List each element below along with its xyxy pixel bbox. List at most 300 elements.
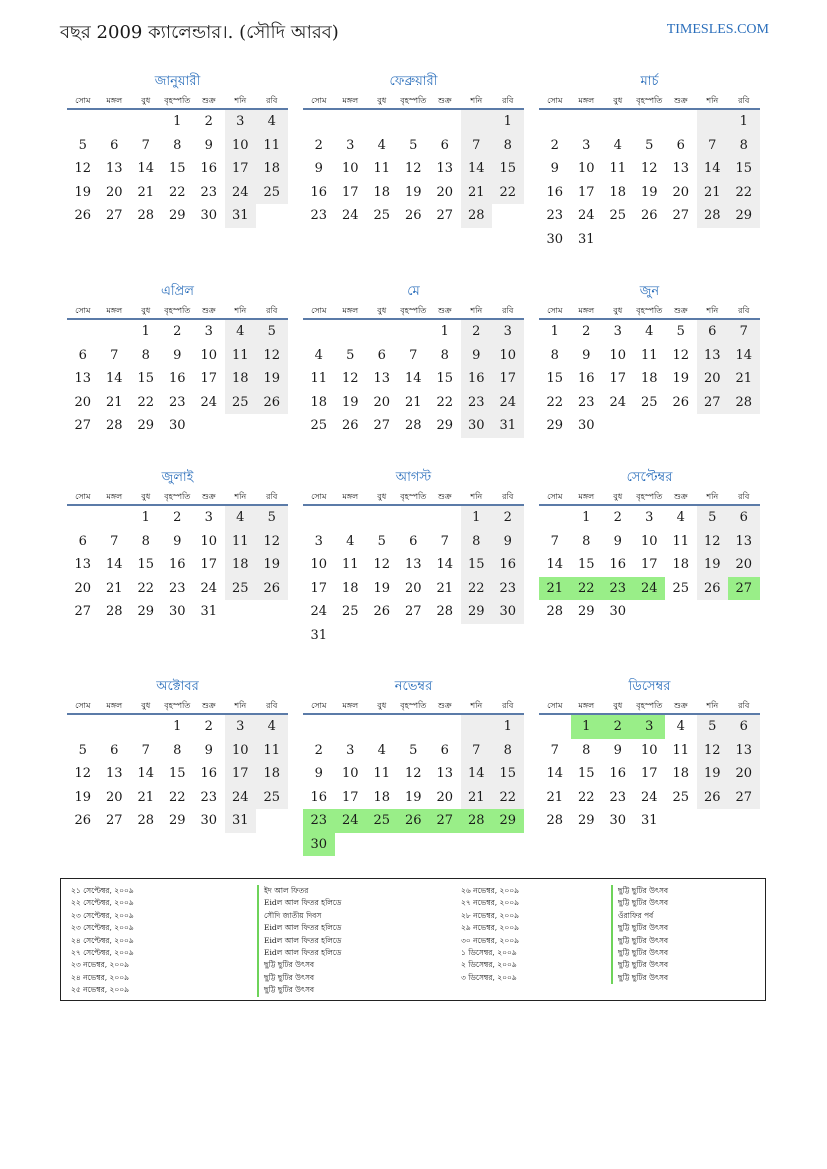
day-cell[interactable]: 28 [728, 391, 760, 415]
day-cell[interactable]: 20 [404, 580, 422, 596]
day-cell[interactable]: 11 [640, 347, 658, 363]
day-cell[interactable]: 29 [168, 813, 186, 828]
day-cell[interactable]: 28 [105, 418, 123, 433]
day-cell[interactable]: 8 [440, 347, 449, 363]
day-cell[interactable]: 23 [168, 394, 186, 410]
day-cell[interactable]: 26 [640, 208, 658, 223]
day-cell[interactable]: 10 [492, 344, 524, 368]
day-cell[interactable]: 10 [200, 533, 218, 549]
day-cell[interactable]: 17 [577, 184, 595, 200]
day-cell[interactable]: 26 [697, 577, 729, 601]
day-cell[interactable]: 23 [303, 809, 335, 833]
day-cell[interactable]: 29 [461, 600, 493, 624]
day-cell[interactable]: 21 [436, 580, 454, 596]
day-cell[interactable]: 30 [461, 414, 493, 438]
day-cell[interactable]: 19 [373, 580, 391, 596]
day-cell[interactable]: 8 [582, 533, 591, 549]
day-cell[interactable]: 15 [168, 766, 186, 781]
day-cell[interactable]: 12 [373, 557, 391, 572]
day-cell[interactable]: 7 [550, 533, 559, 549]
day-cell[interactable]: 30 [303, 833, 335, 857]
day-cell[interactable]: 1 [173, 114, 182, 129]
day-cell[interactable]: 9 [550, 161, 559, 176]
day-cell[interactable]: 21 [461, 786, 493, 810]
day-cell[interactable]: 17 [609, 371, 627, 386]
day-cell[interactable]: 28 [546, 813, 564, 828]
day-cell[interactable]: 1 [550, 324, 559, 339]
day-cell[interactable]: 13 [672, 161, 690, 176]
day-cell[interactable]: 24 [609, 394, 627, 410]
day-cell[interactable]: 20 [74, 394, 92, 410]
day-cell[interactable]: 17 [200, 371, 218, 386]
day-cell[interactable]: 5 [256, 506, 288, 530]
day-cell[interactable]: 18 [373, 789, 391, 805]
day-cell[interactable]: 8 [492, 134, 524, 158]
day-cell[interactable]: 3 [225, 715, 257, 739]
day-cell[interactable]: 7 [409, 347, 418, 363]
day-cell[interactable]: 31 [200, 604, 218, 619]
day-cell[interactable]: 12 [672, 347, 690, 363]
day-cell[interactable]: 4 [346, 533, 355, 549]
day-cell[interactable]: 8 [173, 742, 182, 758]
day-cell[interactable]: 26 [404, 208, 422, 223]
day-cell[interactable]: 30 [168, 604, 186, 619]
day-cell[interactable]: 14 [105, 557, 123, 572]
day-cell[interactable]: 3 [492, 320, 524, 344]
day-cell[interactable]: 8 [173, 137, 182, 153]
day-cell[interactable]: 10 [640, 533, 658, 549]
day-cell[interactable]: 13 [436, 766, 454, 781]
day-cell[interactable]: 6 [78, 347, 87, 363]
day-cell[interactable]: 27 [74, 418, 92, 433]
day-cell[interactable]: 11 [373, 766, 391, 781]
day-cell[interactable]: 15 [436, 371, 454, 386]
day-cell[interactable]: 27 [74, 604, 92, 619]
day-cell[interactable]: 16 [609, 557, 627, 572]
day-cell[interactable]: 5 [676, 324, 685, 339]
day-cell[interactable]: 6 [377, 347, 386, 363]
day-cell[interactable]: 13 [373, 371, 391, 386]
day-cell[interactable]: 22 [577, 789, 595, 805]
day-cell[interactable]: 18 [672, 557, 690, 572]
day-cell[interactable]: 13 [74, 371, 92, 386]
day-cell[interactable]: 18 [256, 762, 288, 786]
day-cell[interactable]: 15 [137, 557, 155, 572]
day-cell[interactable]: 29 [728, 204, 760, 228]
day-cell[interactable]: 16 [168, 371, 186, 386]
day-cell[interactable]: 28 [697, 204, 729, 228]
day-cell[interactable]: 3 [204, 324, 213, 339]
day-cell[interactable]: 28 [137, 208, 155, 223]
day-cell[interactable]: 29 [577, 604, 595, 619]
day-cell[interactable]: 18 [225, 367, 257, 391]
day-cell[interactable]: 15 [492, 157, 524, 181]
day-cell[interactable]: 10 [341, 766, 359, 781]
day-cell[interactable]: 16 [200, 766, 218, 781]
day-cell[interactable]: 11 [609, 161, 627, 176]
day-cell[interactable]: 3 [582, 137, 591, 153]
day-cell[interactable]: 25 [672, 580, 690, 596]
day-cell[interactable]: 24 [577, 208, 595, 223]
day-cell[interactable]: 31 [640, 813, 658, 828]
day-cell[interactable]: 17 [640, 766, 658, 781]
day-cell[interactable]: 21 [137, 184, 155, 200]
day-cell[interactable]: 1 [461, 506, 493, 530]
day-cell[interactable]: 9 [582, 347, 591, 363]
day-cell[interactable]: 12 [640, 161, 658, 176]
day-cell[interactable]: 2 [314, 137, 323, 153]
day-cell[interactable]: 6 [697, 320, 729, 344]
day-cell[interactable]: 5 [377, 533, 386, 549]
day-cell[interactable]: 14 [697, 157, 729, 181]
day-cell[interactable]: 29 [546, 418, 564, 433]
day-cell[interactable]: 17 [341, 789, 359, 805]
day-cell[interactable]: 30 [200, 208, 218, 223]
day-cell[interactable]: 1 [728, 110, 760, 134]
day-cell[interactable]: 1 [492, 110, 524, 134]
day-cell[interactable]: 16 [310, 789, 328, 805]
day-cell[interactable]: 23 [310, 208, 328, 223]
day-cell[interactable]: 1 [582, 510, 591, 525]
day-cell[interactable]: 19 [404, 184, 422, 200]
day-cell[interactable]: 6 [409, 533, 418, 549]
day-cell[interactable]: 12 [404, 766, 422, 781]
day-cell[interactable]: 30 [609, 604, 627, 619]
day-cell[interactable]: 5 [346, 347, 355, 363]
day-cell[interactable]: 27 [728, 786, 760, 810]
day-cell[interactable]: 20 [373, 394, 391, 410]
day-cell[interactable]: 23 [200, 789, 218, 805]
day-cell[interactable]: 14 [546, 766, 564, 781]
day-cell[interactable]: 14 [404, 371, 422, 386]
day-cell[interactable]: 7 [440, 533, 449, 549]
day-cell[interactable]: 29 [577, 813, 595, 828]
day-cell[interactable]: 25 [256, 181, 288, 205]
day-cell[interactable]: 14 [436, 557, 454, 572]
day-cell[interactable]: 13 [105, 766, 123, 781]
day-cell[interactable]: 27 [728, 577, 760, 601]
day-cell[interactable]: 4 [645, 324, 654, 339]
day-cell[interactable]: 20 [697, 367, 729, 391]
day-cell[interactable]: 22 [168, 184, 186, 200]
day-cell[interactable]: 31 [492, 414, 524, 438]
day-cell[interactable]: 24 [310, 604, 328, 619]
day-cell[interactable]: 22 [571, 577, 603, 601]
day-cell[interactable]: 2 [492, 506, 524, 530]
day-cell[interactable]: 30 [492, 600, 524, 624]
day-cell[interactable]: 1 [492, 715, 524, 739]
day-cell[interactable]: 15 [461, 553, 493, 577]
day-cell[interactable]: 17 [225, 157, 257, 181]
day-cell[interactable]: 7 [110, 347, 119, 363]
day-cell[interactable]: 8 [582, 742, 591, 758]
day-cell[interactable]: 17 [341, 184, 359, 200]
day-cell[interactable]: 20 [436, 789, 454, 805]
day-cell[interactable]: 30 [609, 813, 627, 828]
day-cell[interactable]: 4 [676, 510, 685, 525]
day-cell[interactable]: 19 [74, 184, 92, 200]
day-cell[interactable]: 31 [225, 809, 257, 833]
day-cell[interactable]: 25 [640, 394, 658, 410]
day-cell[interactable]: 23 [492, 577, 524, 601]
day-cell[interactable]: 25 [366, 809, 398, 833]
day-cell[interactable]: 29 [137, 604, 155, 619]
day-cell[interactable]: 26 [256, 391, 288, 415]
day-cell[interactable]: 13 [728, 530, 760, 554]
day-cell[interactable]: 16 [200, 161, 218, 176]
day-cell[interactable]: 9 [613, 533, 622, 549]
day-cell[interactable]: 1 [141, 510, 150, 525]
day-cell[interactable]: 26 [697, 786, 729, 810]
day-cell[interactable]: 14 [105, 371, 123, 386]
day-cell[interactable]: 8 [728, 134, 760, 158]
day-cell[interactable]: 25 [672, 789, 690, 805]
day-cell[interactable]: 18 [225, 553, 257, 577]
day-cell[interactable]: 24 [200, 394, 218, 410]
day-cell[interactable]: 20 [672, 184, 690, 200]
day-cell[interactable]: 28 [461, 809, 493, 833]
day-cell[interactable]: 13 [74, 557, 92, 572]
day-cell[interactable]: 12 [74, 766, 92, 781]
day-cell[interactable]: 15 [577, 557, 595, 572]
day-cell[interactable]: 20 [436, 184, 454, 200]
day-cell[interactable]: 4 [256, 110, 288, 134]
day-cell[interactable]: 7 [550, 742, 559, 758]
day-cell[interactable]: 15 [577, 766, 595, 781]
day-cell[interactable]: 12 [341, 371, 359, 386]
day-cell[interactable]: 31 [577, 231, 595, 247]
day-cell[interactable]: 30 [577, 418, 595, 433]
day-cell[interactable]: 11 [256, 739, 288, 763]
day-cell[interactable]: 5 [697, 506, 729, 530]
day-cell[interactable]: 14 [137, 161, 155, 176]
day-cell[interactable]: 27 [105, 813, 123, 828]
day-cell[interactable]: 11 [672, 742, 690, 758]
day-cell[interactable]: 9 [173, 533, 182, 549]
day-cell[interactable]: 14 [461, 157, 493, 181]
day-cell[interactable]: 27 [373, 418, 391, 433]
day-cell[interactable]: 3 [314, 533, 323, 549]
day-cell[interactable]: 1 [440, 324, 449, 339]
day-cell[interactable]: 13 [404, 557, 422, 572]
day-cell[interactable]: 27 [429, 809, 461, 833]
day-cell[interactable]: 8 [141, 347, 150, 363]
day-cell[interactable]: 16 [492, 553, 524, 577]
day-cell[interactable]: 24 [341, 208, 359, 223]
day-cell[interactable]: 7 [697, 134, 729, 158]
day-cell[interactable]: 2 [550, 137, 559, 153]
day-cell[interactable]: 18 [373, 184, 391, 200]
day-cell[interactable]: 3 [634, 715, 666, 739]
day-cell[interactable]: 3 [645, 510, 654, 525]
day-cell[interactable]: 17 [640, 557, 658, 572]
day-cell[interactable]: 20 [74, 580, 92, 596]
day-cell[interactable]: 20 [728, 553, 760, 577]
day-cell[interactable]: 7 [461, 739, 493, 763]
day-cell[interactable]: 17 [200, 557, 218, 572]
day-cell[interactable]: 9 [461, 344, 493, 368]
day-cell[interactable]: 11 [256, 134, 288, 158]
day-cell[interactable]: 28 [137, 813, 155, 828]
day-cell[interactable]: 7 [110, 533, 119, 549]
day-cell[interactable]: 16 [461, 367, 493, 391]
day-cell[interactable]: 25 [373, 208, 391, 223]
day-cell[interactable]: 19 [404, 789, 422, 805]
day-cell[interactable]: 5 [409, 742, 418, 758]
day-cell[interactable]: 3 [346, 742, 355, 758]
day-cell[interactable]: 6 [676, 137, 685, 153]
day-cell[interactable]: 14 [461, 762, 493, 786]
day-cell[interactable]: 24 [492, 391, 524, 415]
day-cell[interactable]: 2 [314, 742, 323, 758]
day-cell[interactable]: 26 [672, 394, 690, 410]
day-cell[interactable]: 11 [225, 530, 257, 554]
day-cell[interactable]: 9 [314, 766, 323, 781]
day-cell[interactable]: 24 [335, 809, 367, 833]
day-cell[interactable]: 19 [341, 394, 359, 410]
day-cell[interactable]: 16 [168, 557, 186, 572]
day-cell[interactable]: 22 [137, 580, 155, 596]
day-cell[interactable]: 13 [436, 161, 454, 176]
day-cell[interactable]: 11 [310, 371, 328, 386]
day-cell[interactable]: 8 [492, 739, 524, 763]
day-cell[interactable]: 26 [341, 418, 359, 433]
day-cell[interactable]: 3 [204, 510, 213, 525]
day-cell[interactable]: 28 [461, 204, 493, 228]
day-cell[interactable]: 2 [461, 320, 493, 344]
day-cell[interactable]: 4 [225, 320, 257, 344]
day-cell[interactable]: 31 [310, 627, 328, 643]
day-cell[interactable]: 29 [137, 418, 155, 433]
day-cell[interactable]: 19 [74, 789, 92, 805]
day-cell[interactable]: 18 [256, 157, 288, 181]
day-cell[interactable]: 25 [310, 418, 328, 433]
day-cell[interactable]: 28 [436, 604, 454, 619]
day-cell[interactable]: 17 [310, 580, 328, 596]
day-cell[interactable]: 12 [256, 344, 288, 368]
day-cell[interactable]: 9 [204, 137, 213, 153]
day-cell[interactable]: 24 [200, 580, 218, 596]
day-cell[interactable]: 4 [256, 715, 288, 739]
day-cell[interactable]: 26 [256, 577, 288, 601]
day-cell[interactable]: 1 [141, 324, 150, 339]
day-cell[interactable]: 16 [310, 184, 328, 200]
day-cell[interactable]: 23 [577, 394, 595, 410]
day-cell[interactable]: 22 [168, 789, 186, 805]
day-cell[interactable]: 5 [409, 137, 418, 153]
day-cell[interactable]: 23 [609, 789, 627, 805]
day-cell[interactable]: 13 [105, 161, 123, 176]
day-cell[interactable]: 12 [256, 530, 288, 554]
day-cell[interactable]: 21 [697, 181, 729, 205]
day-cell[interactable]: 28 [546, 604, 564, 619]
day-cell[interactable]: 10 [577, 161, 595, 176]
day-cell[interactable]: 16 [609, 766, 627, 781]
day-cell[interactable]: 22 [492, 786, 524, 810]
day-cell[interactable]: 5 [256, 320, 288, 344]
day-cell[interactable]: 13 [728, 739, 760, 763]
day-cell[interactable]: 25 [225, 577, 257, 601]
day-cell[interactable]: 21 [728, 367, 760, 391]
day-cell[interactable]: 22 [137, 394, 155, 410]
day-cell[interactable]: 12 [697, 739, 729, 763]
day-cell[interactable]: 20 [105, 184, 123, 200]
day-cell[interactable]: 24 [225, 786, 257, 810]
day-cell[interactable]: 27 [672, 208, 690, 223]
day-cell[interactable]: 10 [225, 739, 257, 763]
day-cell[interactable]: 4 [676, 719, 685, 734]
day-cell[interactable]: 26 [74, 813, 92, 828]
day-cell[interactable]: 8 [461, 530, 493, 554]
day-cell[interactable]: 18 [672, 766, 690, 781]
day-cell[interactable]: 2 [173, 324, 182, 339]
day-cell[interactable]: 15 [728, 157, 760, 181]
day-cell[interactable]: 2 [582, 324, 591, 339]
day-cell[interactable]: 9 [204, 742, 213, 758]
day-cell[interactable]: 17 [492, 367, 524, 391]
day-cell[interactable]: 25 [341, 604, 359, 619]
day-cell[interactable]: 19 [256, 553, 288, 577]
day-cell[interactable]: 23 [168, 580, 186, 596]
day-cell[interactable]: 1 [571, 715, 603, 739]
day-cell[interactable]: 25 [256, 786, 288, 810]
day-cell[interactable]: 12 [404, 161, 422, 176]
day-cell[interactable]: 9 [613, 742, 622, 758]
day-cell[interactable]: 16 [546, 184, 564, 200]
day-cell[interactable]: 28 [105, 604, 123, 619]
day-cell[interactable]: 3 [346, 137, 355, 153]
day-cell[interactable]: 5 [645, 137, 654, 153]
day-cell[interactable]: 14 [137, 766, 155, 781]
day-cell[interactable]: 21 [105, 580, 123, 596]
day-cell[interactable]: 5 [78, 137, 87, 153]
day-cell[interactable]: 7 [141, 137, 150, 153]
day-cell[interactable]: 6 [440, 137, 449, 153]
day-cell[interactable]: 30 [546, 231, 564, 247]
day-cell[interactable]: 12 [74, 161, 92, 176]
day-cell[interactable]: 13 [697, 344, 729, 368]
day-cell[interactable]: 15 [492, 762, 524, 786]
day-cell[interactable]: 1 [173, 719, 182, 734]
day-cell[interactable]: 24 [634, 577, 666, 601]
day-cell[interactable]: 14 [728, 344, 760, 368]
day-cell[interactable]: 11 [341, 557, 359, 572]
day-cell[interactable]: 10 [640, 742, 658, 758]
day-cell[interactable]: 11 [373, 161, 391, 176]
day-cell[interactable]: 15 [137, 371, 155, 386]
day-cell[interactable]: 23 [546, 208, 564, 223]
day-cell[interactable]: 29 [168, 208, 186, 223]
day-cell[interactable]: 27 [436, 208, 454, 223]
day-cell[interactable]: 11 [672, 533, 690, 549]
day-cell[interactable]: 26 [74, 208, 92, 223]
day-cell[interactable]: 10 [341, 161, 359, 176]
day-cell[interactable]: 22 [492, 181, 524, 205]
day-cell[interactable]: 7 [461, 134, 493, 158]
day-cell[interactable]: 23 [602, 577, 634, 601]
day-cell[interactable]: 6 [110, 742, 119, 758]
day-cell[interactable]: 27 [697, 391, 729, 415]
day-cell[interactable]: 25 [225, 391, 257, 415]
day-cell[interactable]: 20 [105, 789, 123, 805]
day-cell[interactable]: 18 [341, 580, 359, 596]
day-cell[interactable]: 10 [609, 347, 627, 363]
day-cell[interactable]: 22 [436, 394, 454, 410]
day-cell[interactable]: 18 [310, 394, 328, 410]
day-cell[interactable]: 7 [728, 320, 760, 344]
day-cell[interactable]: 15 [546, 371, 564, 386]
day-cell[interactable]: 21 [539, 577, 571, 601]
